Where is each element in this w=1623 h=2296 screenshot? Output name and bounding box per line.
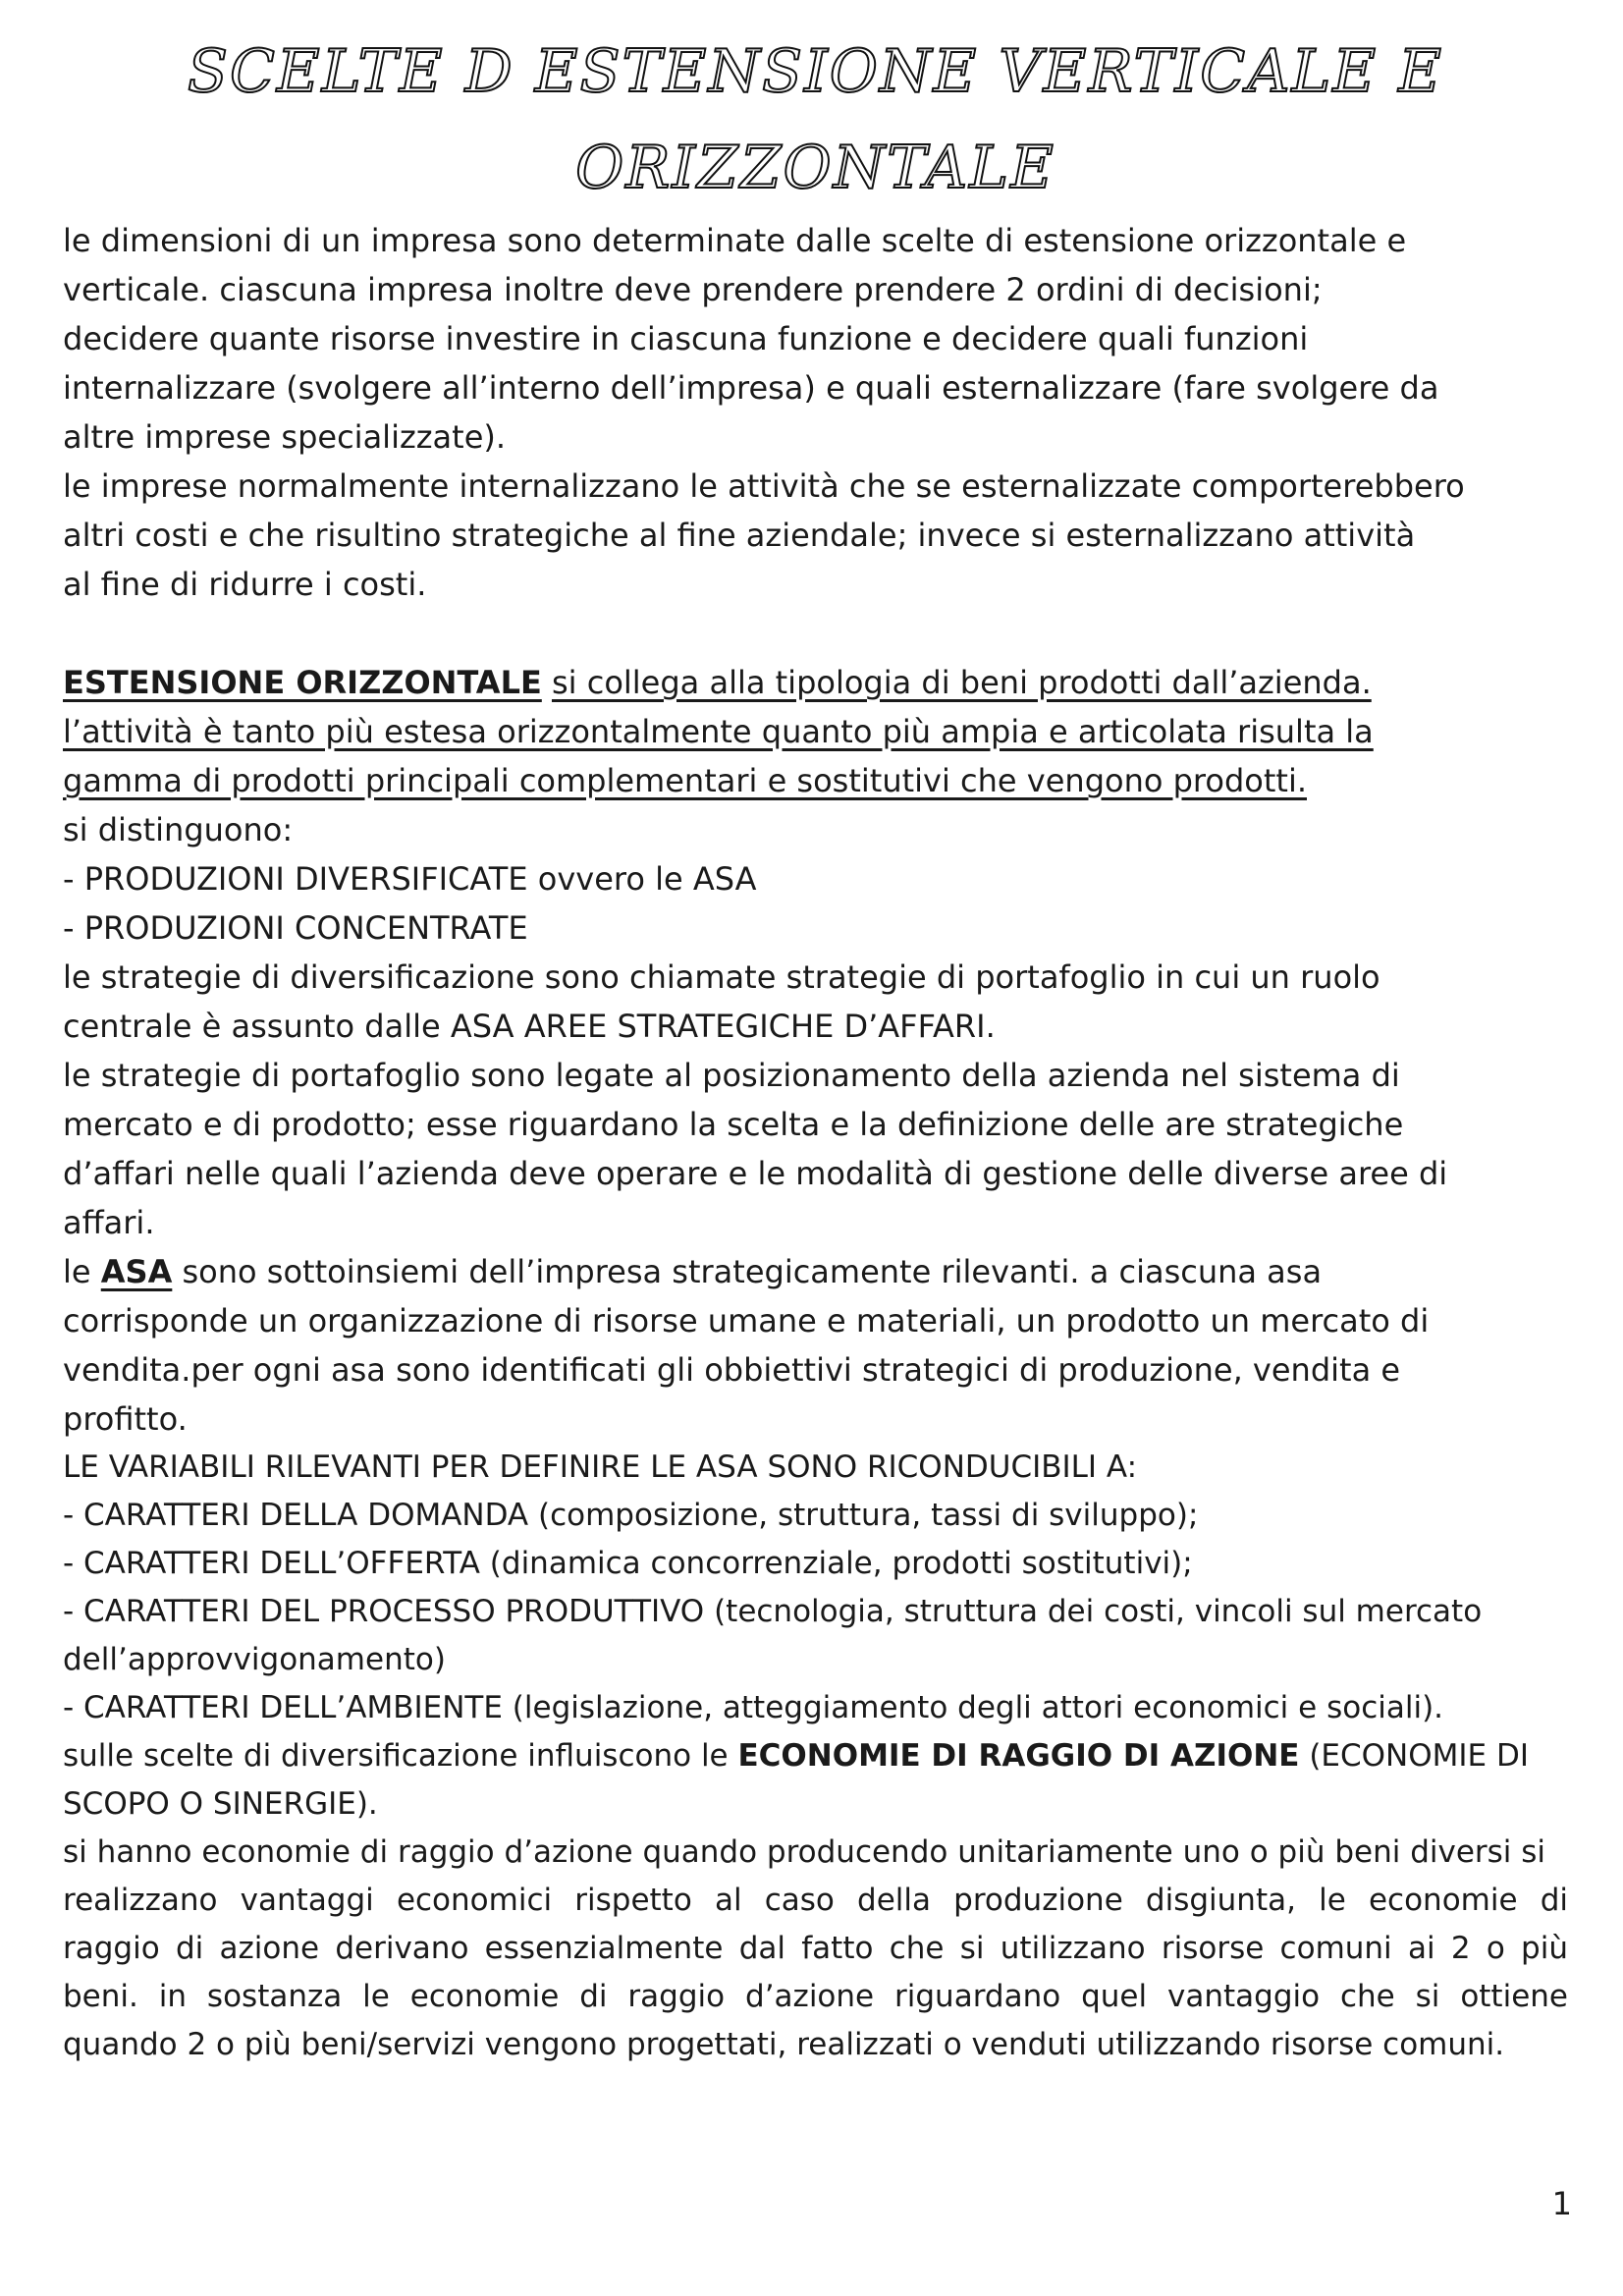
estensione-orizzontale-line-2: l’attività è tanto più estesa orizzontalmente quanto più ampia e articolata risulta la xyxy=(63,713,1374,750)
intro-line: le imprese normalmente internalizzano le attività che se esternalizzate comporterebbero xyxy=(63,467,1465,505)
asa-line: corrisponde un organizzazione di risorse umane e materiali, un prodotto un mercato di xyxy=(63,1302,1430,1339)
page-title xyxy=(63,24,1568,216)
page-number: 1 xyxy=(1551,2185,1572,2222)
final-paragraph-line: quando 2 o più beni/servizi vengono progettati, realizzati o venduti utilizzando risorse comuni. xyxy=(63,2027,1505,2062)
document-body xyxy=(63,216,1568,2069)
distinguono-item: - PRODUZIONI DIVERSIFICATE ovvero le ASA xyxy=(63,860,757,898)
intro-line: altre imprese specializzate). xyxy=(63,418,507,456)
intro-line: al fine di ridurre i costi. xyxy=(63,566,427,603)
distinguono-intro: si distinguono: xyxy=(63,811,294,848)
title-line-1: SCELTE D ESTENSIONE VERTICALE E xyxy=(187,37,1444,106)
variabili-item: - CARATTERI DELL’OFFERTA (dinamica concorrenziale, prodotti sostitutivi); xyxy=(63,1546,1193,1581)
intro-line: le dimensioni di un impresa sono determinate dalle scelte di estensione orizzontale e xyxy=(63,222,1407,259)
asa-line: profitto. xyxy=(63,1400,188,1438)
final-paragraph-line: raggio di azione derivano essenzialmente dal fatto che si utilizzano risorse comuni ai 2 o più xyxy=(63,1931,1568,1966)
strategie-line: le strategie di portafoglio sono legate al posizionamento della azienda nel sistema di xyxy=(63,1057,1400,1094)
economie-line-1 xyxy=(63,1732,1568,1780)
strategie-line: mercato e di prodotto; esse riguardano la scelta e la definizione delle are strategiche xyxy=(63,1106,1404,1143)
asa-term: ASA xyxy=(100,1253,173,1290)
economie-line-2: SCOPO O SINERGIE). xyxy=(63,1786,378,1822)
distinguono-item: - PRODUZIONI CONCENTRATE xyxy=(63,909,528,947)
final-paragraph-line: si hanno economie di raggio d’azione quando producendo unitariamente uno o più beni diversi si xyxy=(63,1834,1546,1870)
asa-line: vendita.per ogni asa sono identificati gli obbiettivi strategici di produzione, vendita e xyxy=(63,1351,1401,1389)
asa-line-1 xyxy=(63,1247,1568,1296)
estensione-orizzontale-definition: si collega alla tipologia di beni prodotti dall’azienda. xyxy=(551,664,1372,701)
strategie-line: d’affari nelle quali l’azienda deve operare e le modalità di gestione delle diverse aree di xyxy=(63,1155,1448,1192)
estensione-orizzontale-line-3: gamma di prodotti principali complementari e sostitutivi che vengono prodotti. xyxy=(63,762,1307,799)
asa-prefix: le xyxy=(63,1253,91,1290)
intro-line: verticale. ciascuna impresa inoltre deve prendere prendere 2 ordini di decisioni; xyxy=(63,271,1323,308)
intro-line: altri costi e che risultino strategiche al fine aziendale; invece si esternalizzano attività xyxy=(63,517,1416,554)
asa-definition: sono sottoinsiemi dell’impresa strategicamente rilevanti. a ciascuna asa xyxy=(182,1253,1323,1290)
estensione-orizzontale-line xyxy=(63,658,1568,707)
final-paragraph-line: realizzano vantaggi economici rispetto al caso della produzione disgiunta, le economie di xyxy=(63,1883,1568,1918)
paragraph-gap xyxy=(63,609,1568,658)
variabili-item: - CARATTERI DEL PROCESSO PRODUTTIVO (tecnologia, struttura dei costi, vincoli sul mercato xyxy=(63,1594,1483,1629)
strategie-line: centrale è assunto dalle ASA AREE STRATEGICHE D’AFFARI. xyxy=(63,1008,996,1045)
variabili-heading: LE VARIABILI RILEVANTI PER DEFINIRE LE ASA SONO RICONDUCIBILI A: xyxy=(63,1449,1138,1485)
intro-line: decidere quante risorse investire in ciascuna funzione e decidere quali funzioni xyxy=(63,320,1309,357)
intro-line: internalizzare (svolgere all’interno dell’impresa) e quali esternalizzare (fare svolgere da xyxy=(63,369,1439,407)
strategie-line: le strategie di diversificazione sono chiamate strategie di portafoglio in cui un ruolo xyxy=(63,958,1380,996)
economie-prefix: sulle scelte di diversificazione influiscono le xyxy=(63,1738,729,1774)
estensione-orizzontale-heading: ESTENSIONE ORIZZONTALE xyxy=(63,664,542,701)
strategie-line: affari. xyxy=(63,1204,155,1241)
economie-suffix: (ECONOMIE DI xyxy=(1309,1738,1529,1774)
final-paragraph-line: beni. in sostanza le economie di raggio d’azione riguardano quel vantaggio che si ottiene xyxy=(63,1979,1568,2014)
variabili-item: dell’approvvigonamento) xyxy=(63,1642,446,1677)
variabili-item: - CARATTERI DELLA DOMANDA (composizione, struttura, tassi di sviluppo); xyxy=(63,1498,1199,1533)
variabili-item: - CARATTERI DELL’AMBIENTE (legislazione, atteggiamento degli attori economici e sociali). xyxy=(63,1690,1444,1725)
economie-term: ECONOMIE DI RAGGIO DI AZIONE xyxy=(737,1738,1300,1774)
title-line-2: ORIZZONTALE xyxy=(575,134,1055,202)
